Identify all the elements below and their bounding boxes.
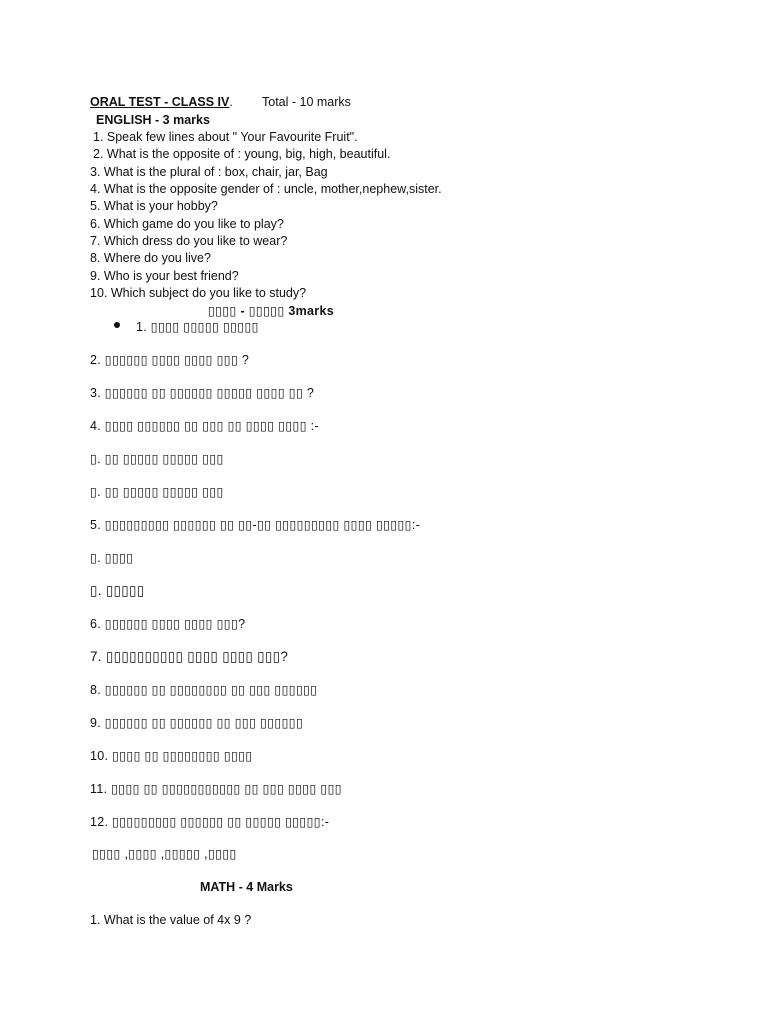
hindi-line: 10. ▯▯▯▯ ▯▯ ▯▯▯▯▯▯▯▯ ▯▯▯▯ xyxy=(90,749,253,763)
hindi-line: 1. ▯▯▯▯ ▯▯▯▯▯ ▯▯▯▯▯ xyxy=(136,320,259,334)
english-question: 2. What is the opposite of : young, big, high, beautiful. xyxy=(93,147,391,161)
hindi-line: 5. ▯▯▯▯▯▯▯▯▯ ▯▯▯▯▯▯ ▯▯ ▯▯-▯▯ ▯▯▯▯▯▯▯▯▯ ▯▯▯▯ ▯▯▯▯▯:- xyxy=(90,518,421,532)
hindi-line: 7. ▯▯▯▯▯▯▯▯▯▯ ▯▯▯▯ ▯▯▯▯ ▯▯▯? xyxy=(90,649,289,664)
english-question: 8. Where do you live? xyxy=(90,251,211,265)
hindi-line: ▯. ▯▯▯▯ xyxy=(90,551,134,565)
hindi-line: 12. ▯▯▯▯▯▯▯▯▯ ▯▯▯▯▯▯ ▯▯ ▯▯▯▯▯ ▯▯▯▯▯:- xyxy=(90,815,330,829)
english-question: 3. What is the plural of : box, chair, jar, Bag xyxy=(90,165,328,179)
hindi-line: 9. ▯▯▯▯▯▯ ▯▯ ▯▯▯▯▯▯ ▯▯ ▯▯▯ ▯▯▯▯▯▯ xyxy=(90,716,304,730)
hindi-line: 8. ▯▯▯▯▯▯ ▯▯ ▯▯▯▯▯▯▯▯ ▯▯ ▯▯▯ ▯▯▯▯▯▯ xyxy=(90,683,318,697)
english-question: 1. Speak few lines about " Your Favourite Fruit". xyxy=(93,130,358,144)
hindi-line: ▯. ▯▯ ▯▯▯▯▯ ▯▯▯▯▯ ▯▯▯ xyxy=(90,485,224,499)
english-question: 5. What is your hobby? xyxy=(90,199,218,213)
english-question: 7. Which dress do you like to wear? xyxy=(90,234,288,248)
english-question: 4. What is the opposite gender of : uncle, mother,nephew,sister. xyxy=(90,182,442,196)
hindi-line: ▯. ▯▯▯▯▯ xyxy=(90,583,145,598)
hindi-line: 11. ▯▯▯▯ ▯▯ ▯▯▯▯▯▯▯▯▯▯▯ ▯▯ ▯▯▯ ▯▯▯▯ ▯▯▯ xyxy=(90,782,342,796)
test-title-suffix: . xyxy=(229,95,233,109)
english-question: 10. Which subject do you like to study? xyxy=(90,286,307,300)
hindi-line: ▯. ▯▯ ▯▯▯▯▯ ▯▯▯▯▯ ▯▯▯ xyxy=(90,452,224,466)
hindi-line: 2. ▯▯▯▯▯▯ ▯▯▯▯ ▯▯▯▯ ▯▯▯ ? xyxy=(90,353,250,367)
hindi-line: 4. ▯▯▯▯ ▯▯▯▯▯▯ ▯▯ ▯▯▯ ▯▯ ▯▯▯▯ ▯▯▯▯ :- xyxy=(90,419,319,433)
bullet-dot xyxy=(114,322,120,328)
hindi-heading: ▯▯▯▯ - ▯▯▯▯▯ 3marks xyxy=(208,304,334,318)
english-heading: ENGLISH - 3 marks xyxy=(96,113,210,127)
hindi-line: 6. ▯▯▯▯▯▯ ▯▯▯▯ ▯▯▯▯ ▯▯▯? xyxy=(90,617,246,631)
hindi-line: ▯▯▯▯ ,▯▯▯▯ ,▯▯▯▯▯ ,▯▯▯▯ xyxy=(92,847,237,861)
hindi-line: 3. ▯▯▯▯▯▯ ▯▯ ▯▯▯▯▯▯ ▯▯▯▯▯ ▯▯▯▯ ▯▯ ? xyxy=(90,386,315,400)
total-marks: Total - 10 marks xyxy=(262,95,351,109)
test-title-line xyxy=(90,94,233,110)
math-question: 1. What is the value of 4x 9 ? xyxy=(90,913,252,927)
english-question: 9. Who is your best friend? xyxy=(90,269,239,283)
test-title: ORAL TEST - CLASS IV xyxy=(90,95,230,109)
english-question: 6. Which game do you like to play? xyxy=(90,217,284,231)
math-heading: MATH - 4 Marks xyxy=(200,880,293,894)
